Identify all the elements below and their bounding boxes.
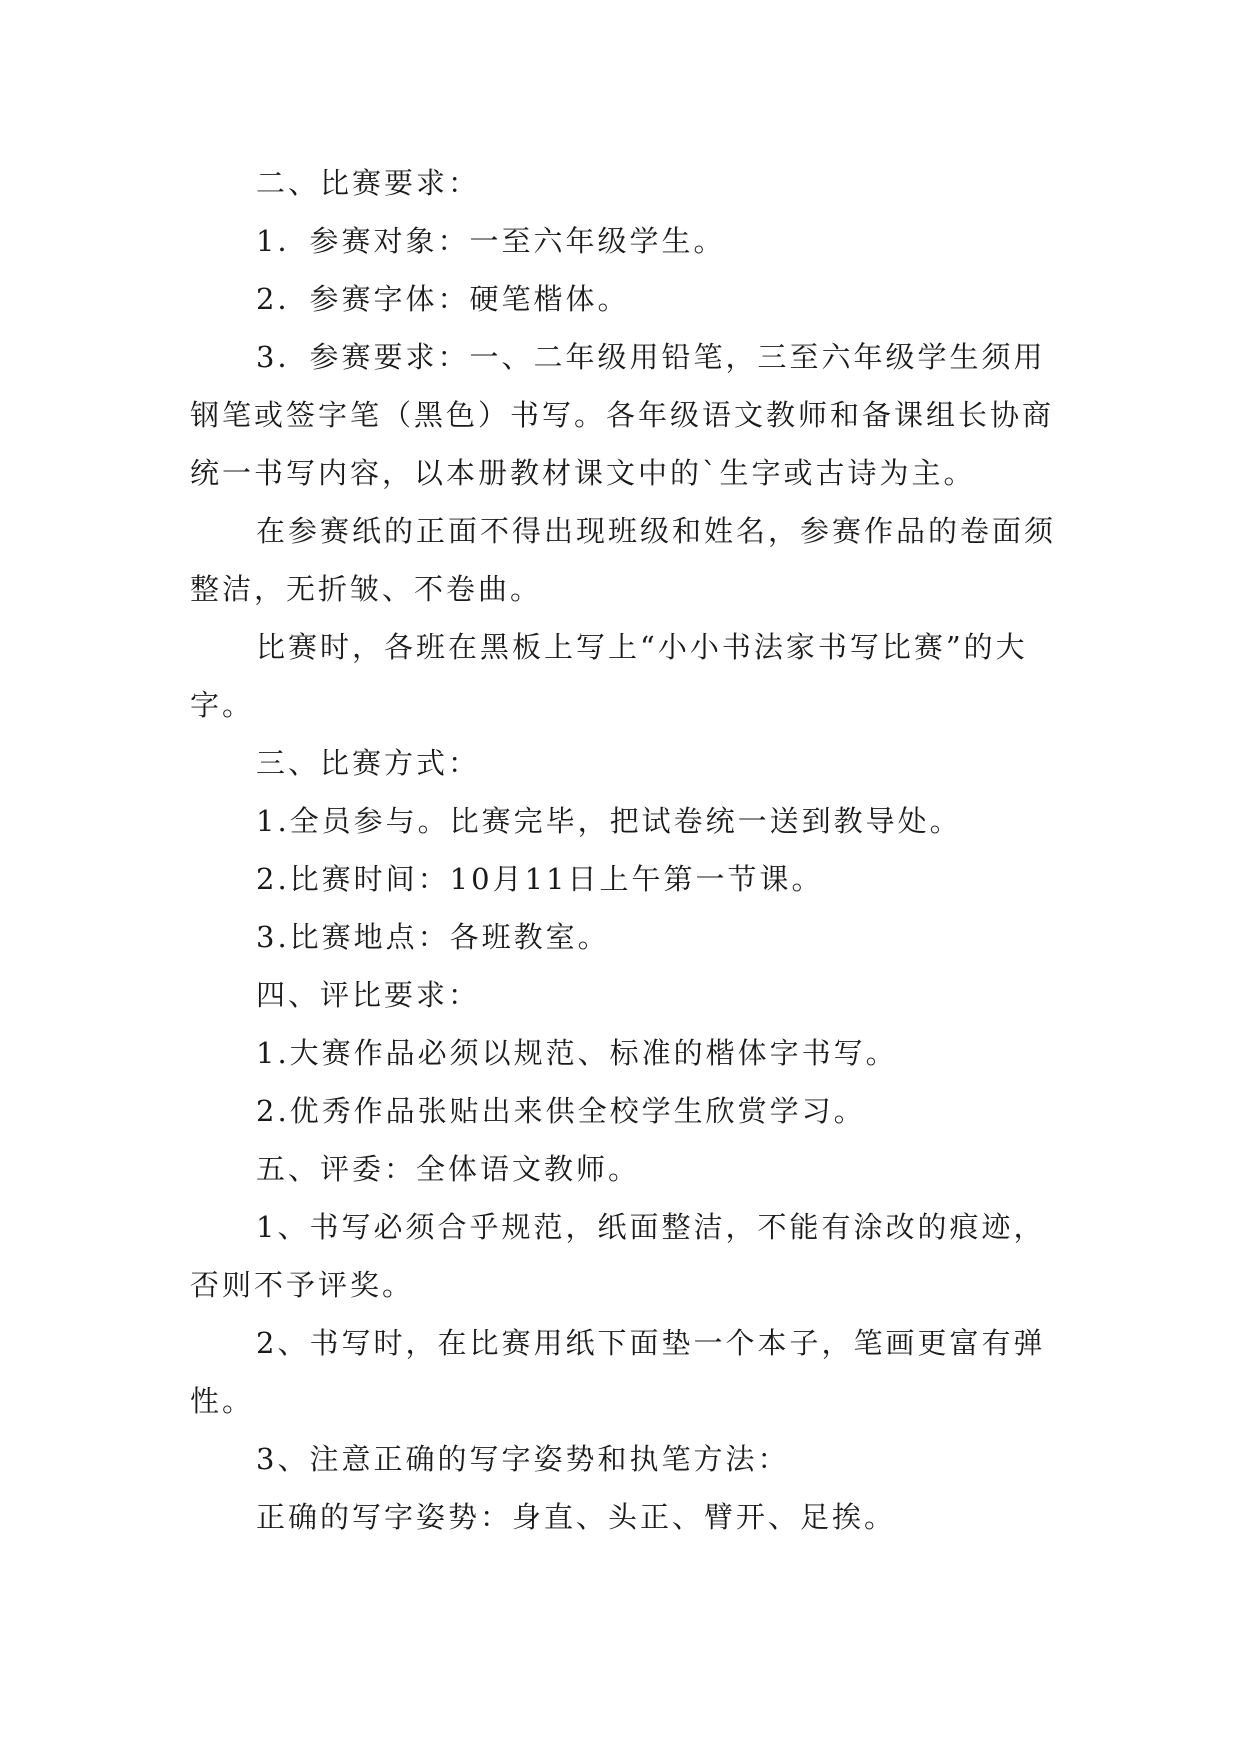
document-body — [190, 154, 1070, 1546]
section-heading-requirements: 二、比赛要求： — [256, 166, 481, 200]
section-heading-method: 三、比赛方式： — [256, 746, 481, 780]
paragraph-entry-paper: 在参赛纸的正面不得出现班级和姓名，参赛作品的卷面须整洁，无折皱、不卷曲。 — [190, 514, 1057, 606]
paragraph-writing-rule-3: 3、注意正确的写字姿势和执笔方法： — [256, 1442, 790, 1476]
paragraph-posture: 正确的写字姿势：身直、头正、臂开、足挨。 — [256, 1500, 897, 1534]
section-heading-judging: 四、评比要求： — [256, 978, 481, 1012]
paragraph-judging-standard: 1.大赛作品必须以规范、标准的楷体字书写。 — [256, 1036, 898, 1070]
paragraph-writing-rule-2: 2、书写时，在比赛用纸下面垫一个本子，笔画更富有弹性。 — [190, 1326, 1046, 1418]
paragraph-time: 2.比赛时间：10月11日上午第一节课。 — [256, 862, 824, 896]
paragraph-font: 2．参赛字体：硬笔楷体。 — [256, 282, 630, 316]
paragraph-location: 3.比赛地点：各班教室。 — [256, 920, 610, 954]
paragraph-participation: 1.全员参与。比赛完毕，把试卷统一送到教导处。 — [256, 804, 962, 838]
paragraph-display: 2.优秀作品张贴出来供全校学生欣赏学习。 — [256, 1094, 866, 1128]
paragraph-writing-rule-1: 1、书写必须合乎规范，纸面整洁，不能有涂改的痕迹，否则不予评奖。 — [190, 1210, 1046, 1302]
section-heading-judges: 五、评委：全体语文教师。 — [256, 1152, 641, 1186]
paragraph-blackboard: 比赛时，各班在黑板上写上“小小书法家书写比赛”的大字。 — [190, 630, 1028, 722]
paragraph-entry-requirements: 3．参赛要求：一、二年级用铅笔，三至六年级学生须用钢笔或签字笔（黑色）书写。各年级语文教师和备课组长协商统一书写内容，以本册教材课文中的`生字或古诗为主。 — [190, 340, 1055, 490]
paragraph-participants: 1．参赛对象：一至六年级学生。 — [256, 224, 726, 258]
